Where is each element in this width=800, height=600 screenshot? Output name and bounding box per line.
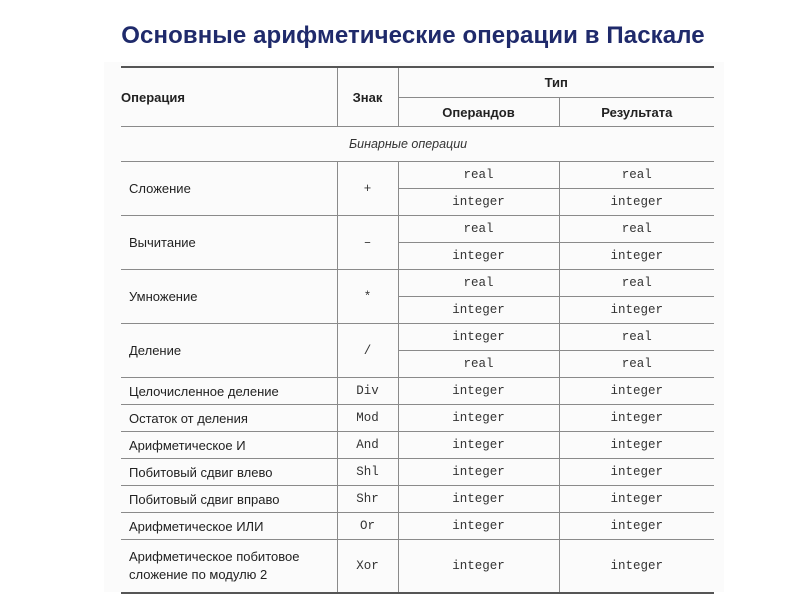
operation-sign: Mod xyxy=(337,405,398,432)
operation-sign: – xyxy=(337,216,398,270)
header-sign: Знак xyxy=(337,67,398,127)
result-type: integer xyxy=(559,459,714,486)
section-label: Бинарные операции xyxy=(121,127,714,162)
table-row xyxy=(121,378,714,405)
operation-sign: / xyxy=(337,324,398,378)
table-row xyxy=(121,513,714,540)
operand-type: real xyxy=(398,270,559,297)
operand-type: integer xyxy=(398,513,559,540)
table-row xyxy=(121,432,714,459)
operation-name: Деление xyxy=(121,324,337,378)
header-type: Тип xyxy=(398,67,714,98)
operation-name: Арифметическое И xyxy=(121,432,337,459)
operation-sign: + xyxy=(337,162,398,216)
result-type: integer xyxy=(559,378,714,405)
table-row xyxy=(121,162,714,189)
operand-type: integer xyxy=(398,540,559,594)
result-type: integer xyxy=(559,513,714,540)
result-type: real xyxy=(559,324,714,351)
operation-name: Вычитание xyxy=(121,216,337,270)
result-type: real xyxy=(559,270,714,297)
operand-type: real xyxy=(398,216,559,243)
table-row xyxy=(121,459,714,486)
slide-title: Основные арифметические операции в Паскале xyxy=(121,22,705,49)
result-type: real xyxy=(559,351,714,378)
operand-type: real xyxy=(398,162,559,189)
operation-sign: Xor xyxy=(337,540,398,594)
operand-type: integer xyxy=(398,189,559,216)
table-row xyxy=(121,405,714,432)
operation-sign: Div xyxy=(337,378,398,405)
table-row xyxy=(121,324,714,351)
operation-sign: Shr xyxy=(337,486,398,513)
operand-type: real xyxy=(398,351,559,378)
operation-name: Сложение xyxy=(121,162,337,216)
table-row xyxy=(121,486,714,513)
operation-name: Побитовый сдвиг влево xyxy=(121,459,337,486)
result-type: integer xyxy=(559,432,714,459)
operation-name: Арифметическое побитовое сложение по модулю 2 xyxy=(121,540,337,594)
table-row xyxy=(121,216,714,243)
operand-type: integer xyxy=(398,297,559,324)
operation-sign: And xyxy=(337,432,398,459)
header-operation: Операция xyxy=(121,67,337,127)
operation-name: Целочисленное деление xyxy=(121,378,337,405)
operand-type: integer xyxy=(398,486,559,513)
operand-type: integer xyxy=(398,432,559,459)
header-result: Результата xyxy=(559,98,714,127)
operation-name: Умножение xyxy=(121,270,337,324)
result-type: integer xyxy=(559,243,714,270)
operation-sign: Or xyxy=(337,513,398,540)
result-type: integer xyxy=(559,297,714,324)
operand-type: integer xyxy=(398,405,559,432)
result-type: real xyxy=(559,216,714,243)
operation-name: Арифметическое ИЛИ xyxy=(121,513,337,540)
operation-name: Побитовый сдвиг вправо xyxy=(121,486,337,513)
table-row xyxy=(121,270,714,297)
operation-sign: * xyxy=(337,270,398,324)
result-type: integer xyxy=(559,405,714,432)
result-type: integer xyxy=(559,540,714,594)
operation-name: Остаток от деления xyxy=(121,405,337,432)
operand-type: integer xyxy=(398,459,559,486)
operand-type: integer xyxy=(398,243,559,270)
header-operands: Операндов xyxy=(398,98,559,127)
result-type: real xyxy=(559,162,714,189)
operation-sign: Shl xyxy=(337,459,398,486)
table-row xyxy=(121,540,714,594)
operand-type: integer xyxy=(398,378,559,405)
operations-table xyxy=(121,66,714,594)
operand-type: integer xyxy=(398,324,559,351)
result-type: integer xyxy=(559,189,714,216)
result-type: integer xyxy=(559,486,714,513)
